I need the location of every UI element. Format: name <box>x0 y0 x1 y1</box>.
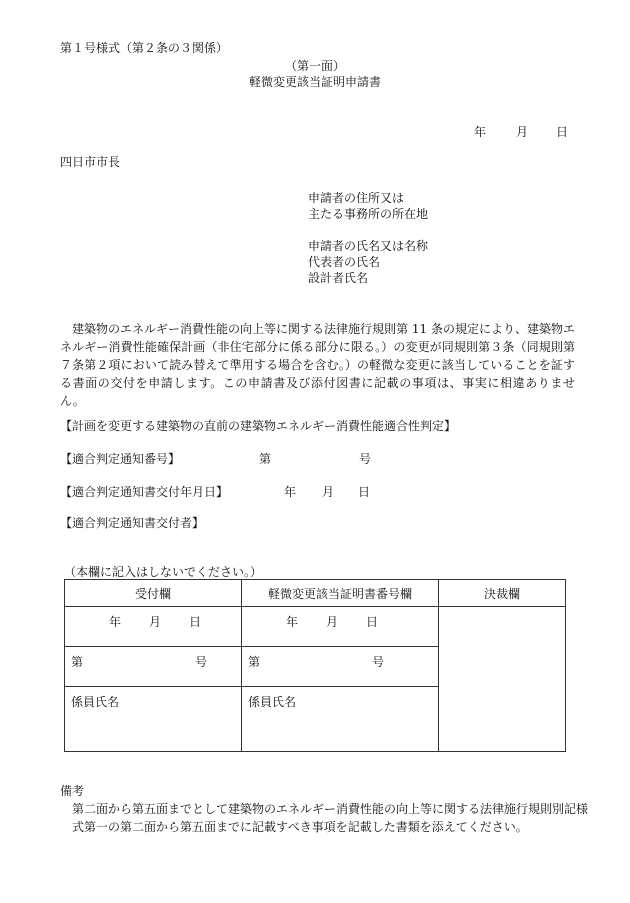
table-header-row <box>65 580 566 607</box>
approval-cell <box>439 607 566 752</box>
certificate-number-header: 軽微変更該当証明書番号欄 <box>242 580 439 607</box>
applicant-address-line1: 申請者の住所又は <box>308 191 405 205</box>
reception-date-cell: 年 月 日 <box>65 607 242 647</box>
reception-number-cell: 第 号 <box>65 647 242 687</box>
approval-header: 決裁欄 <box>439 580 566 607</box>
reception-staff-cell: 係員氏名 <box>65 687 242 752</box>
date-year: 年 <box>474 125 487 139</box>
applicant-name-label: 申請者の氏名又は名称 <box>308 239 429 253</box>
date-line <box>474 125 568 139</box>
reception-header: 受付欄 <box>65 580 242 607</box>
notice-number-label: 【適合判定通知番号】 <box>60 452 181 466</box>
notice-number-prefix: 第 <box>259 452 272 466</box>
section-heading: 【計画を変更する建築物の直前の建築物エネルギー消費性能適合性判定】 <box>60 419 457 433</box>
application-statement: 建築物のエネルギー消費性能の向上等に関する法律施行規則第 11 条の規定により、建築物エネルギー消費性能確保計画（非住宅部分に係る部分に限る。）の変更が同規則第３条（同規則第７条第２項において読み替えて準用する場合を含む。）の軽微な変更に該当していることを証する書面の交付を申請します。この申請書及び添付図書に記載の事項は、事実に相違ありません。 <box>60 322 575 408</box>
designer-label: 設計者氏名 <box>308 271 369 285</box>
addressee: 四日市市長 <box>60 155 121 169</box>
remarks-text: 第二面から第五面までとして建築物のエネルギー消費性能の向上等に関する法律施行規則別記様式第一の第二面から第五面までに記載すべき事項を記載した書類を添えてください。 <box>72 802 589 834</box>
certificate-number-cell: 第 号 <box>242 647 439 687</box>
notice-date-year: 年 <box>284 485 297 499</box>
table-row <box>65 607 566 647</box>
notice-date-month: 月 <box>322 485 335 499</box>
form-id: 第１号様式（第２条の３関係） <box>60 41 229 55</box>
office-use-table <box>64 579 566 752</box>
notice-number-suffix: 号 <box>359 452 372 466</box>
notice-date-day: 日 <box>358 485 371 499</box>
office-use-note: （本欄に記入はしないでください。） <box>64 565 263 579</box>
applicant-address-line2: 主たる事務所の所在地 <box>308 207 429 221</box>
document-title: 軽微変更該当証明申請書 <box>248 75 381 89</box>
certificate-date-cell: 年 月 日 <box>242 607 439 647</box>
issuer-label: 【適合判定通知書交付者】 <box>60 516 205 530</box>
representative-label: 代表者の氏名 <box>308 255 381 269</box>
certificate-staff-cell: 係員氏名 <box>242 687 439 752</box>
date-month: 月 <box>516 125 529 139</box>
date-day: 日 <box>556 125 569 139</box>
notice-date-label: 【適合判定通知書交付年月日】 <box>60 485 229 499</box>
remarks-title: 備考 <box>60 784 85 798</box>
page-label: （第一面） <box>284 59 345 73</box>
